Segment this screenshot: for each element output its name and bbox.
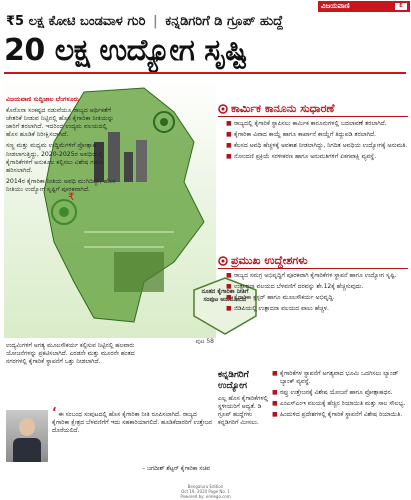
photo-face — [19, 418, 35, 436]
quote-signature: – ಜಗದೀಶ್ ಶೆಟ್ಟರ್ ಕೈಗಾರಿಕಾ ಸಚಿವ — [142, 466, 210, 472]
edition-tag: E — [395, 3, 407, 10]
svg-text:₹: ₹ — [68, 192, 75, 203]
goals-section-rule — [218, 268, 408, 269]
lede-article — [6, 96, 116, 197]
photo-body — [13, 438, 41, 462]
lede-para-2: ಸಣ್ಣ ಮತ್ತು ಮಧ್ಯಮ ಉದ್ದಿಮೆಗಳಿಗೆ ಪ್ರೋತ್ಸಾಹ ನೀಡಲಾಗುತ್ತಿದ್ದು, 2020-2025ರ ಅವಧಿಯಲ್ಲಿ ಕೈಗಾರಿಕೆಗಳಿಗೆ ಅನುಕೂಲ ಕಲ್ಪಿಸಲು ವಿಶೇಷ ಗಮನ ಹರಿಸಲಾಗಿದೆ. — [6, 142, 104, 174]
headline-number: 20 — [4, 33, 45, 68]
jobs-sidebar — [218, 370, 270, 500]
goal-item: ■ ರಫ್ತು ಉತ್ತೇಜನಕ್ಕೆ ವಿಶೇಷ ಯೋಜನೆ ಹಾಗೂ ಪ್ರೋತ್ಸಾಹಧನ. — [272, 389, 408, 397]
goal-item: ■ ಉತ್ಪಾದನಾ ವಲಯದ ಬೆಳವಣಿಗೆ ದರವನ್ನು ಶೇ.12ಕ್ಕೆ ಹೆಚ್ಚಿಸುವುದು. — [226, 283, 409, 291]
masthead — [318, 1, 410, 12]
goal-item: ■ ಹಿಂದುಳಿದ ಪ್ರದೇಶಗಳಲ್ಲಿ ಕೈಗಾರಿಕೆ ಸ್ಥಾಪನೆಗೆ ವಿಶೇಷ ರಿಯಾಯಿತಿ. — [272, 411, 408, 419]
lede-para-3: 2014ರ ಕೈಗಾರಿಕಾ ನೀತಿಯ ಅವಧಿ ಮುಗಿದಿದ್ದು, ಹೊಸ ನೀತಿಯು ಉದ್ಯೋಗ ಸೃಷ್ಟಿಗೆ ಪೂರಕವಾಗಿದೆ. — [6, 177, 116, 193]
quote-mark: ‘ — [52, 405, 57, 419]
page-footer — [0, 484, 411, 499]
headline — [4, 34, 408, 68]
headline-text: ಲಕ್ಷ ಉದ್ಯೋಗ ಸೃಷ್ಟಿ — [54, 33, 248, 68]
jobs-sidebar-title: ಕನ್ನಡಿಗರಿಗೆ ಉದ್ಯೋಗ — [218, 370, 249, 391]
labor-list — [226, 120, 409, 161]
minister-photo — [6, 410, 48, 462]
goals-continued — [272, 370, 408, 422]
labor-item: ■ ನೋಂದಣಿ ಪ್ರಕ್ರಿಯೆ ಸರಳೀಕರಣ ಹಾಗೂ ಅನುಮತಿಗಳಿಗೆ ಏಕಗವಾಕ್ಷಿ ವ್ಯವಸ್ಥೆ. — [226, 153, 409, 161]
goal-item: ■ ಕೈಗಾರಿಕೆಗಳ ಸ್ಥಾಪನೆಗೆ ಅಗತ್ಯವಾದ ಭೂಮಿ ಒದಗಿಸಲು ಲ್ಯಾಂಡ್ ಬ್ಯಾಂಕ್ ವ್ಯವಸ್ಥೆ. — [272, 370, 408, 386]
labor-section — [226, 120, 409, 164]
quote-text: ಈ ಸಂಬಂಧ ಸಂಪುಟದಲ್ಲಿ ಹೊಸ ಕೈಗಾರಿಕಾ ನೀತಿ ರೂಪಿಸಲಾಗಿದೆ. ರಾಜ್ಯದ ಕೈಗಾರಿಕಾ ಕ್ಷೇತ್ರದ ಬೆಳವಣಿಗೆಗೆ ಇದು ಸಹಕಾರಿಯಾಗಲಿದೆ. ಹೂಡಿಕೆದಾರರಿಗೆ ಉತ್ತೇಜನ ದೊರೆಯಲಿದೆ. — [52, 411, 213, 434]
labor-item: ■ ರಾಜ್ಯದಲ್ಲಿ ಕೈಗಾರಿಕೆ ಸ್ಥಾಪಿಸಲು ಕಾರ್ಮಿಕ ಕಾನೂನುಗಳಲ್ಲಿ ಬದಲಾವಣೆ ತರಲಾಗಿದೆ. — [226, 120, 409, 128]
minister-quote — [52, 405, 214, 435]
goal-item: ■ ಕೈಗಾರಿಕಾ ಕ್ಲಸ್ಟರ್ ಹಾಗೂ ಮೂಲಸೌಕರ್ಯ ಅಭಿವೃದ್ಧಿ. — [226, 294, 409, 302]
goal-item: ■ ಜಿಡಿಪಿಯಲ್ಲಿ ಉತ್ಪಾದನಾ ವಲಯದ ಪಾಲು ಹೆಚ್ಚಳ. — [226, 305, 409, 313]
continued-tag: ಪುಟ 58 — [195, 338, 214, 345]
kicker-part2: ಕನ್ನಡಿಗರಿಗೆ ಡಿ ಗ್ರೂಪ್ ಹುದ್ದೆ — [165, 14, 284, 29]
policy-badge-text: ನೂತನ ಕೈಗಾರಿಕಾ ನೀತಿಗೆ ಸಂಪುಟ ಅನುಮೋದನೆ — [201, 288, 249, 303]
goals-list — [226, 272, 409, 313]
goals-continued-list — [272, 370, 408, 419]
kicker-part1: ₹5 ಲಕ್ಷ ಕೋಟಿ ಬಂಡವಾಳ ಗುರಿ — [6, 14, 146, 29]
footer-edition: Bengaluru Edition — [187, 484, 224, 489]
goal-item: ■ ಎಂಎಸ್‌ಎಂಇ ವಲಯಕ್ಕೆ ಹೆಚ್ಚಿನ ರಿಯಾಯಿತಿ ಮತ್ತು ಸಾಲ ಸೌಲಭ್ಯ. — [272, 400, 408, 408]
kicker-divider: | — [152, 14, 158, 29]
footer-date: Oct 19, 2020 Page No. 1 — [181, 489, 230, 494]
labor-item: ■ ಕೆಲಸದ ಅವಧಿ ಹೆಚ್ಚಳಕ್ಕೆ ಅವಕಾಶ ನೀಡಲಾಗಿದ್ದು, ನಿಗದಿತ ಅವಧಿಯ ಉದ್ಯೋಗಕ್ಕೆ ಅನುಮತಿ. — [226, 142, 409, 150]
dateline: ವಿಜಯವಾಣಿ ಸುದ್ದಿಜಾಲ ಬೆಂಗಳೂರು — [6, 96, 79, 103]
headline-rule — [4, 72, 406, 74]
footer-powered: Powered by: erelego.com — [180, 494, 231, 499]
target-icon — [218, 256, 228, 266]
goals-section — [226, 272, 409, 316]
jobs-sidebar-text: ಎಲ್ಲ ಹೊಸ ಕೈಗಾರಿಕೆಗಳಲ್ಲಿ ಸ್ಥಳೀಯರಿಗೆ ಆದ್ಯತೆ. ಡಿ ಗ್ರೂಪ್ ಹುದ್ದೆಗಳು ಕನ್ನಡಿಗರಿಗೆ ಮೀಸಲು. — [218, 395, 269, 426]
kicker — [6, 14, 408, 29]
lower-article — [6, 342, 148, 366]
labor-item: ■ ಕೈಗಾರಿಕಾ ವಿವಾದ ಕಾಯ್ದೆ ಹಾಗೂ ಕಾರ್ಖಾನೆ ಕಾಯ್ದೆಗೆ ತಿದ್ದುಪಡಿ ತರಲಾಗಿದೆ. — [226, 131, 409, 139]
lede-para-1: ಕೊರೊನಾ ಸಂಕಷ್ಟದ ನಡುವೆಯೂ ರಾಜ್ಯದ ಆರ್ಥಿಕತೆಗೆ ಚೇತರಿಕೆ ನೀಡುವ ನಿಟ್ಟಿನಲ್ಲಿ ಹೊಸ ಕೈಗಾರಿಕಾ ನೀತಿಯನ್ನು ಜಾರಿಗೆ ತರಲಾಗಿದೆ. ಇದರಿಂದ ಉದ್ಯಮ ವಲಯದಲ್ಲಿ ಹೊಸ ಹೂಡಿಕೆ ನಿರೀಕ್ಷಿಸಲಾಗಿದೆ. — [6, 107, 114, 139]
gear-icon — [218, 104, 228, 114]
goal-item: ■ ರಾಜ್ಯದ ಸಮಗ್ರ ಅಭಿವೃದ್ಧಿಗೆ ಪೂರಕವಾಗಿ ಕೈಗಾರಿಕೆಗಳ ಸ್ಥಾಪನೆ ಹಾಗೂ ಉದ್ಯೋಗ ಸೃಷ್ಟಿ. — [226, 272, 409, 280]
goals-section-title: ಪ್ರಮುಖ ಉದ್ದೇಶಗಳು — [231, 254, 308, 267]
labor-section-title: ಕಾರ್ಮಿಕ ಕಾನೂನು ಸುಧಾರಣೆ — [231, 102, 335, 115]
labor-section-rule — [218, 116, 408, 117]
lower-article-text: ಉದ್ಯಮಿಗಳಿಗೆ ಅಗತ್ಯ ಮೂಲಸೌಕರ್ಯ ಕಲ್ಪಿಸುವ ನಿಟ್ಟಿನಲ್ಲಿ ಹಲವಾರು ಯೋಜನೆಗಳನ್ನು ಪ್ರಕಟಿಸಲಾಗಿದೆ. ಎರಡನೇ ಮತ್ತು ಮೂರನೇ ಹಂತದ ನಗರಗಳಲ್ಲಿ ಕೈಗಾರಿಕೆ ಸ್ಥಾಪನೆಗೆ ಒತ್ತು ನೀಡಲಾಗಿದೆ. — [6, 342, 135, 365]
masthead-label: ವಿಜಯವಾಣಿ — [321, 2, 350, 10]
